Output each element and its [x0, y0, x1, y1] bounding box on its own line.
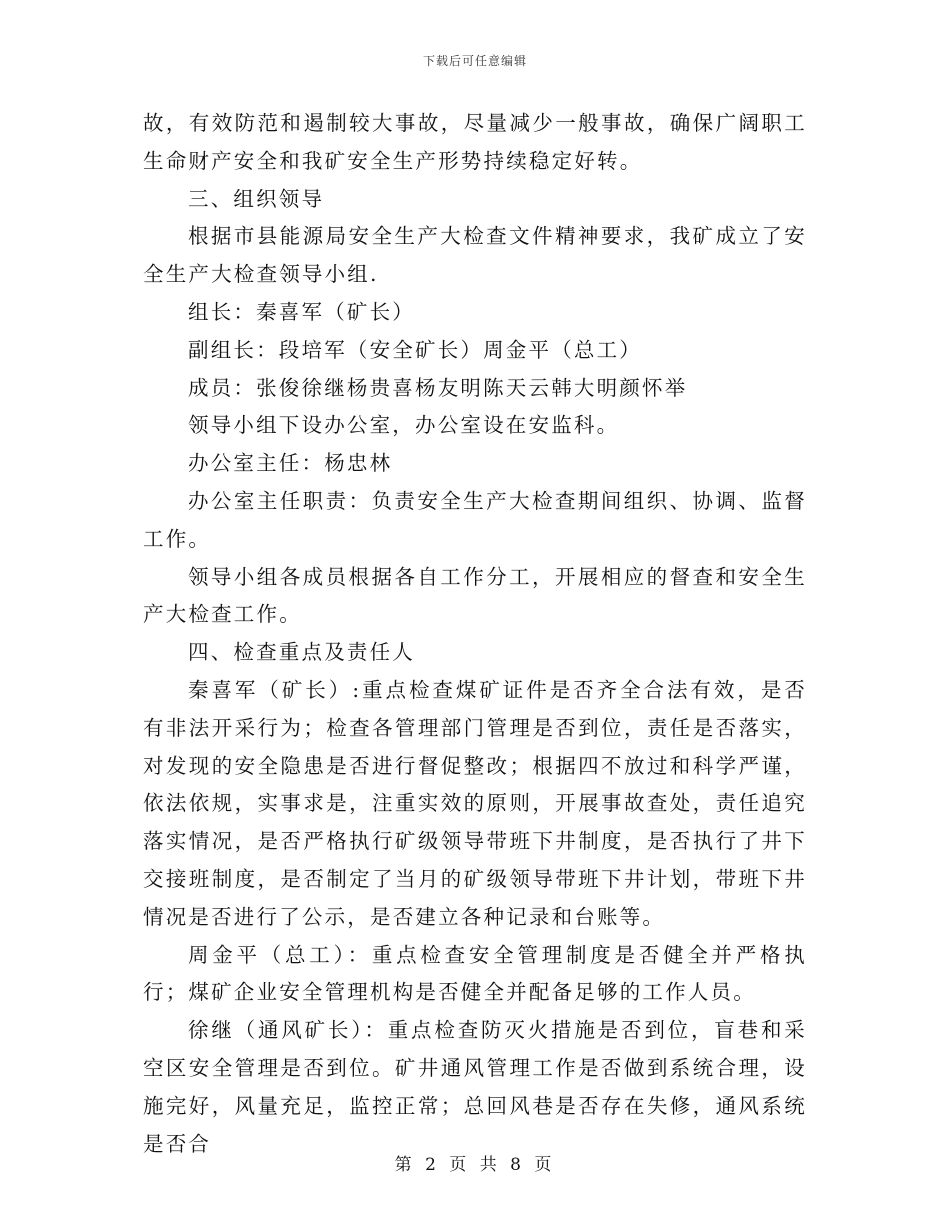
section-heading: 三、组织领导: [188, 186, 325, 211]
paragraph: 领导小组下设办公室，办公室设在安监科。: [188, 413, 620, 438]
paragraph: 故，有效防范和遏制较大事故，尽量减少一般事故，确保广阔职工生命财产安全和我矿安全生产形势持续稳定好转。: [143, 111, 807, 173]
paragraph: 办公室主任职责：负责安全生产大检查期间组织、协调、监督工作。: [143, 488, 807, 551]
paragraph: 成员：张俊徐继杨贵喜杨友明陈天云韩大明颜怀举: [188, 375, 688, 400]
paragraph: 徐继（通风矿长）：重点检查防灭火措施是否到位，盲巷和采空区安全管理是否到位。矿井通风管理工作是否做到系统合理，设施完好，风量充足，监控正常；总回风巷是否存在失修，通风系统是否合: [143, 1018, 807, 1156]
paragraph: 秦喜军（矿长）:重点检查煤矿证件是否齐全合法有效，是否有非法开采行为；检查各管理部门管理是否到位，责任是否落实，对发现的安全隐患是否进行督促整改；根据四不放过和科学严谨，依法依规，实事求是，注重实效的原则，开展事故查处，责任追究落实情况，是否严格执行矿级领导带班下井制度，是否执行了井下交接班制度，是否制定了当月的矿级领导带班下井计划，带班下井情况是否进行了公示，是否建立各种记录和台账等。: [143, 677, 807, 929]
document-body: [143, 105, 807, 1163]
paragraph: 副组长：段培军（安全矿长）周金平（总工）: [188, 337, 642, 362]
paragraph: 领导小组各成员根据各自工作分工，开展相应的督查和安全生产大检查工作。: [143, 564, 807, 627]
paragraph: 组长：秦喜军（矿长）: [188, 299, 415, 324]
paragraph: 根据市县能源局安全生产大检查文件精神要求，我矿成立了安全生产大检查领导小组.: [143, 224, 807, 287]
paragraph: 周金平（总工）：重点检查安全管理制度是否健全并严格执行；煤矿企业安全管理机构是否健全并配备足够的工作人员。: [143, 942, 807, 1005]
section-heading: 四、检查重点及责任人: [188, 640, 415, 665]
page-header: 下载后可任意编辑: [422, 54, 527, 68]
paragraph: 办公室主任：杨忠林: [188, 451, 393, 476]
page-number: 第 2 页 共 8 页: [394, 1155, 556, 1175]
